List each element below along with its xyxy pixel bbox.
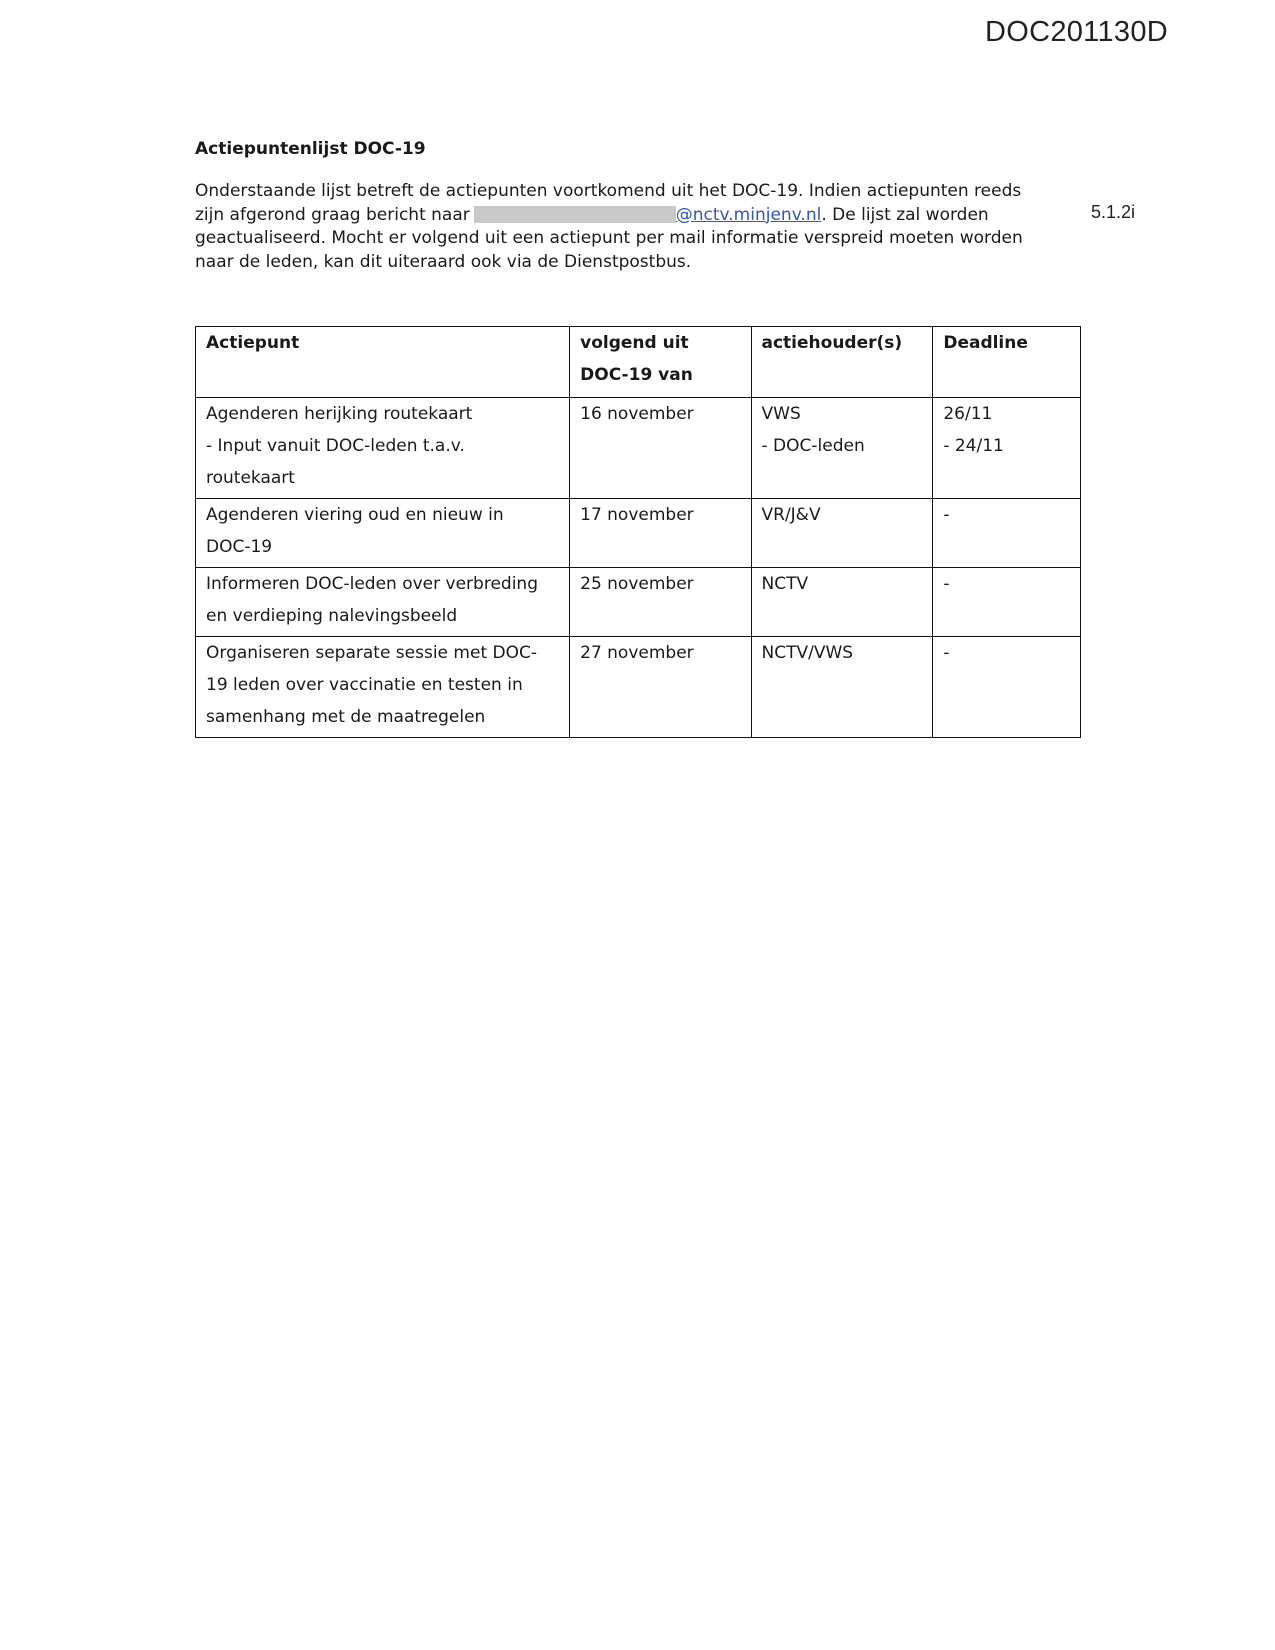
cell-deadline: [933, 499, 1081, 568]
header-volgend: [570, 327, 751, 398]
cell-line: - DOC-leden: [761, 436, 865, 456]
intro-line: [195, 204, 1075, 228]
cell-line: Informeren DOC-leden over verbreding: [206, 574, 538, 594]
table-header-row: [196, 327, 1081, 398]
cell-actiepunt: [196, 568, 570, 637]
cell-line: VR/J&V: [761, 505, 821, 525]
cell-line: DOC-19: [206, 537, 273, 557]
cell-line: Organiseren separate sessie met DOC-: [206, 643, 537, 663]
cell-volgend: 27 november: [570, 637, 751, 738]
email-link[interactable]: @nctv.minjenv.nl: [675, 204, 822, 225]
cell-actiehouder: [751, 499, 933, 568]
cell-line: - Input vanuit DOC-leden t.a.v.: [206, 436, 465, 456]
table-row: [196, 568, 1081, 637]
redaction-code: 5.1.2i: [1091, 202, 1136, 222]
cell-line: 19 leden over vaccinatie en testen in: [206, 675, 523, 695]
document-id: DOC201130D: [984, 16, 1168, 48]
cell-actiepunt: [196, 499, 570, 568]
action-items-table: [195, 326, 1081, 738]
cell-deadline: [933, 568, 1081, 637]
cell-actiehouder: [751, 568, 933, 637]
cell-line: -: [943, 574, 950, 594]
cell-volgend: 25 november: [570, 568, 751, 637]
header-volgend-line: volgend uit: [580, 333, 689, 353]
cell-line: en verdieping nalevingsbeeld: [206, 606, 458, 626]
cell-deadline: [933, 637, 1081, 738]
header-volgend-line: DOC-19 van: [580, 365, 693, 385]
redacted-block: [474, 206, 676, 223]
cell-line: Agenderen viering oud en nieuw in: [206, 505, 504, 525]
intro-line: Onderstaande lijst betreft de actiepunten voortkomend uit het DOC-19. Indien actiepunten reeds: [195, 181, 1022, 201]
intro-paragraph: [195, 180, 1075, 274]
page-title: Actiepuntenlijst DOC-19: [195, 139, 426, 159]
cell-line: NCTV/VWS: [761, 643, 854, 663]
header-actiehouder: actiehouder(s): [751, 327, 933, 398]
cell-volgend: 17 november: [570, 499, 751, 568]
intro-text: zijn afgerond graag bericht naar: [195, 204, 470, 225]
cell-volgend: 16 november: [570, 398, 751, 499]
cell-line: samenhang met de maatregelen: [206, 707, 486, 727]
intro-text: . De lijst zal worden: [821, 204, 989, 225]
header-deadline: Deadline: [933, 327, 1081, 398]
table-row: [196, 637, 1081, 738]
cell-deadline: [933, 398, 1081, 499]
cell-actiepunt: [196, 637, 570, 738]
cell-line: -: [943, 505, 950, 525]
table-row: [196, 499, 1081, 568]
cell-line: routekaart: [206, 468, 295, 488]
cell-actiepunt: [196, 398, 570, 499]
intro-line: naar de leden, kan dit uiteraard ook via de Dienstpostbus.: [195, 251, 692, 272]
cell-line: Agenderen herijking routekaart: [206, 404, 473, 424]
cell-line: VWS: [761, 404, 801, 424]
table-row: [196, 398, 1081, 499]
header-actiepunt: Actiepunt: [196, 327, 570, 398]
cell-line: 26/11: [943, 404, 993, 424]
cell-actiehouder: [751, 637, 933, 738]
intro-line: geactualiseerd. Mocht er volgend uit een actiepunt per mail informatie verspreid moeten worden: [195, 228, 1023, 248]
cell-line: NCTV: [761, 574, 809, 594]
cell-line: - 24/11: [943, 436, 1004, 456]
cell-line: -: [943, 643, 950, 663]
cell-actiehouder: [751, 398, 933, 499]
